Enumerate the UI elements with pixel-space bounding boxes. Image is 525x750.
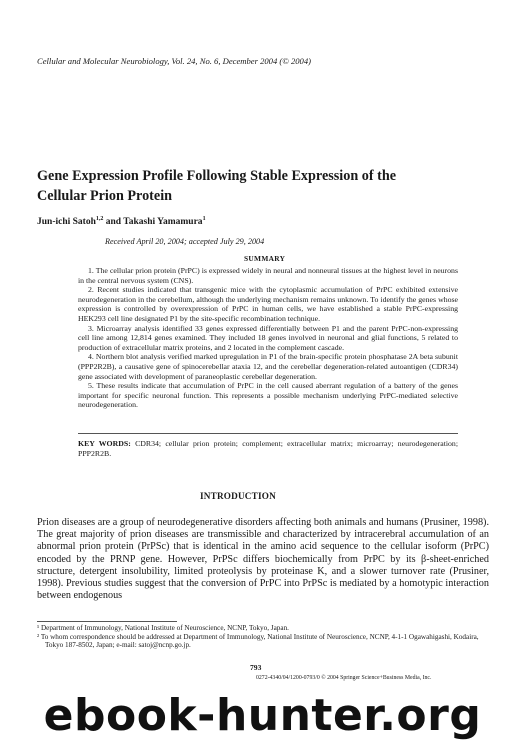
footnote-divider [37,621,177,622]
summary-body [78,266,458,410]
footnote-1: ¹ Department of Immunology, National Institute of Neuroscience, NCNP, Tokyo, Japan. [37,624,289,632]
copyright-line: 0272-4340/04/1200-0793/0 © 2004 Springer Science+Business Media, Inc. [256,675,432,681]
summary-paragraph-5: 5. These results indicate that accumulation of PrPC in the cell caused aberrant regulation of a battery of the genes important for specific neuronal function. This represents a possible mechanism underlying PrPC-mediated selective neurodegeneration. [78,381,458,410]
introduction-heading: INTRODUCTION [200,491,276,501]
introduction-body [37,517,489,602]
received-dates: Received April 20, 2004; accepted July 29, 2004 [105,237,265,246]
page-number: 793 [250,663,262,672]
article-title: Gene Expression Profile Following Stable Expression of the Cellular Prion Protein [37,168,397,204]
author-line [37,216,206,227]
watermark: ebook-hunter.org [43,690,482,741]
summary-paragraph-2: 2. Recent studies indicated that transgenic mice with the cytoplasmic accumulation of PrPC exhibited extensive neurodegeneration in the cerebellum, although the underlying mechanism remains unknown. To identify the genes whose expression is controlled by overexpression of PrPC in human cells, we have established a stable PrPC-expressing HEK293 cell line designated P1 by the site-specific recombination technique. [78,285,458,323]
summary-paragraph-4: 4. Northern blot analysis verified marked upregulation in P1 of the brain-specific protein phosphatase 2A beta subunit (PPP2R2B), a causative gene of spinocerebellar ataxia 12, and the cerebellar degeneration-related autoantigen (CDR34) gene associated with development of paraneoplastic cerebellar degeneration. [78,352,458,381]
keywords [78,439,458,458]
introduction-paragraph: Prion diseases are a group of neurodegenerative disorders affecting both animals and humans (Prusiner, 1998). The great majority of prion diseases are transmissible and characterized by intracerebral accumulation of an abnormal prion protein (PrPSc) that is identical in the amino acid sequence to the cellular isoform (PrPC) encoded by the PRNP gene. However, PrPSc differs biochemically from PrPC by its β-sheet-enriched structure, detergent insolubility, limited proteolysis by proteinase K, and a slower turnover rate (Prusiner, 1998). Previous studies suggest that the conversion of PrPC into PrPSc is mediated by a homotypic interaction between endogenous [37,517,489,602]
author-conjunction: and [103,217,124,228]
summary-paragraph-1: 1. The cellular prion protein (PrPC) is expressed widely in neural and nonneural tissues at the highest level in neurons in the central nervous system (CNS). [78,266,458,285]
summary-divider [78,433,458,434]
summary-paragraph-3: 3. Microarray analysis identified 33 genes expressed differentially between P1 and the parent PrPC-non-expressing cell line among 12,814 genes examined. They included 18 genes involved in neuronal and glial functions, 5 related to production of extracellular matrix proteins, and 2 located in the complement cascade. [78,323,458,352]
author-2-affiliation: 1 [202,216,206,222]
footnotes [37,624,489,650]
summary-heading: SUMMARY [244,254,286,263]
journal-citation: Cellular and Molecular Neurobiology, Vol. 24, No. 6, December 2004 (© 2004) [37,56,312,66]
author-1: Jun-ichi Satoh [37,217,96,228]
author-2: Takashi Yamamura [123,217,203,228]
footnote-2: ² To whom correspondence should be addressed at Department of Immunology, National Institute of Neuroscience, NCNP, 4-1-1 Ogawahigashi, Kodaira, Tokyo 187-8502, Japan; e-mail: satoj@ncnp.go.jp. [37,632,479,650]
keywords-label: KEY WORDS: [78,439,131,448]
author-1-affiliation: 1,2 [95,216,104,222]
keywords-text: CDR34; cellular prion protein; complement; extracellular matrix; microarray; neurodegeneration; PPP2R2B. [78,439,458,458]
